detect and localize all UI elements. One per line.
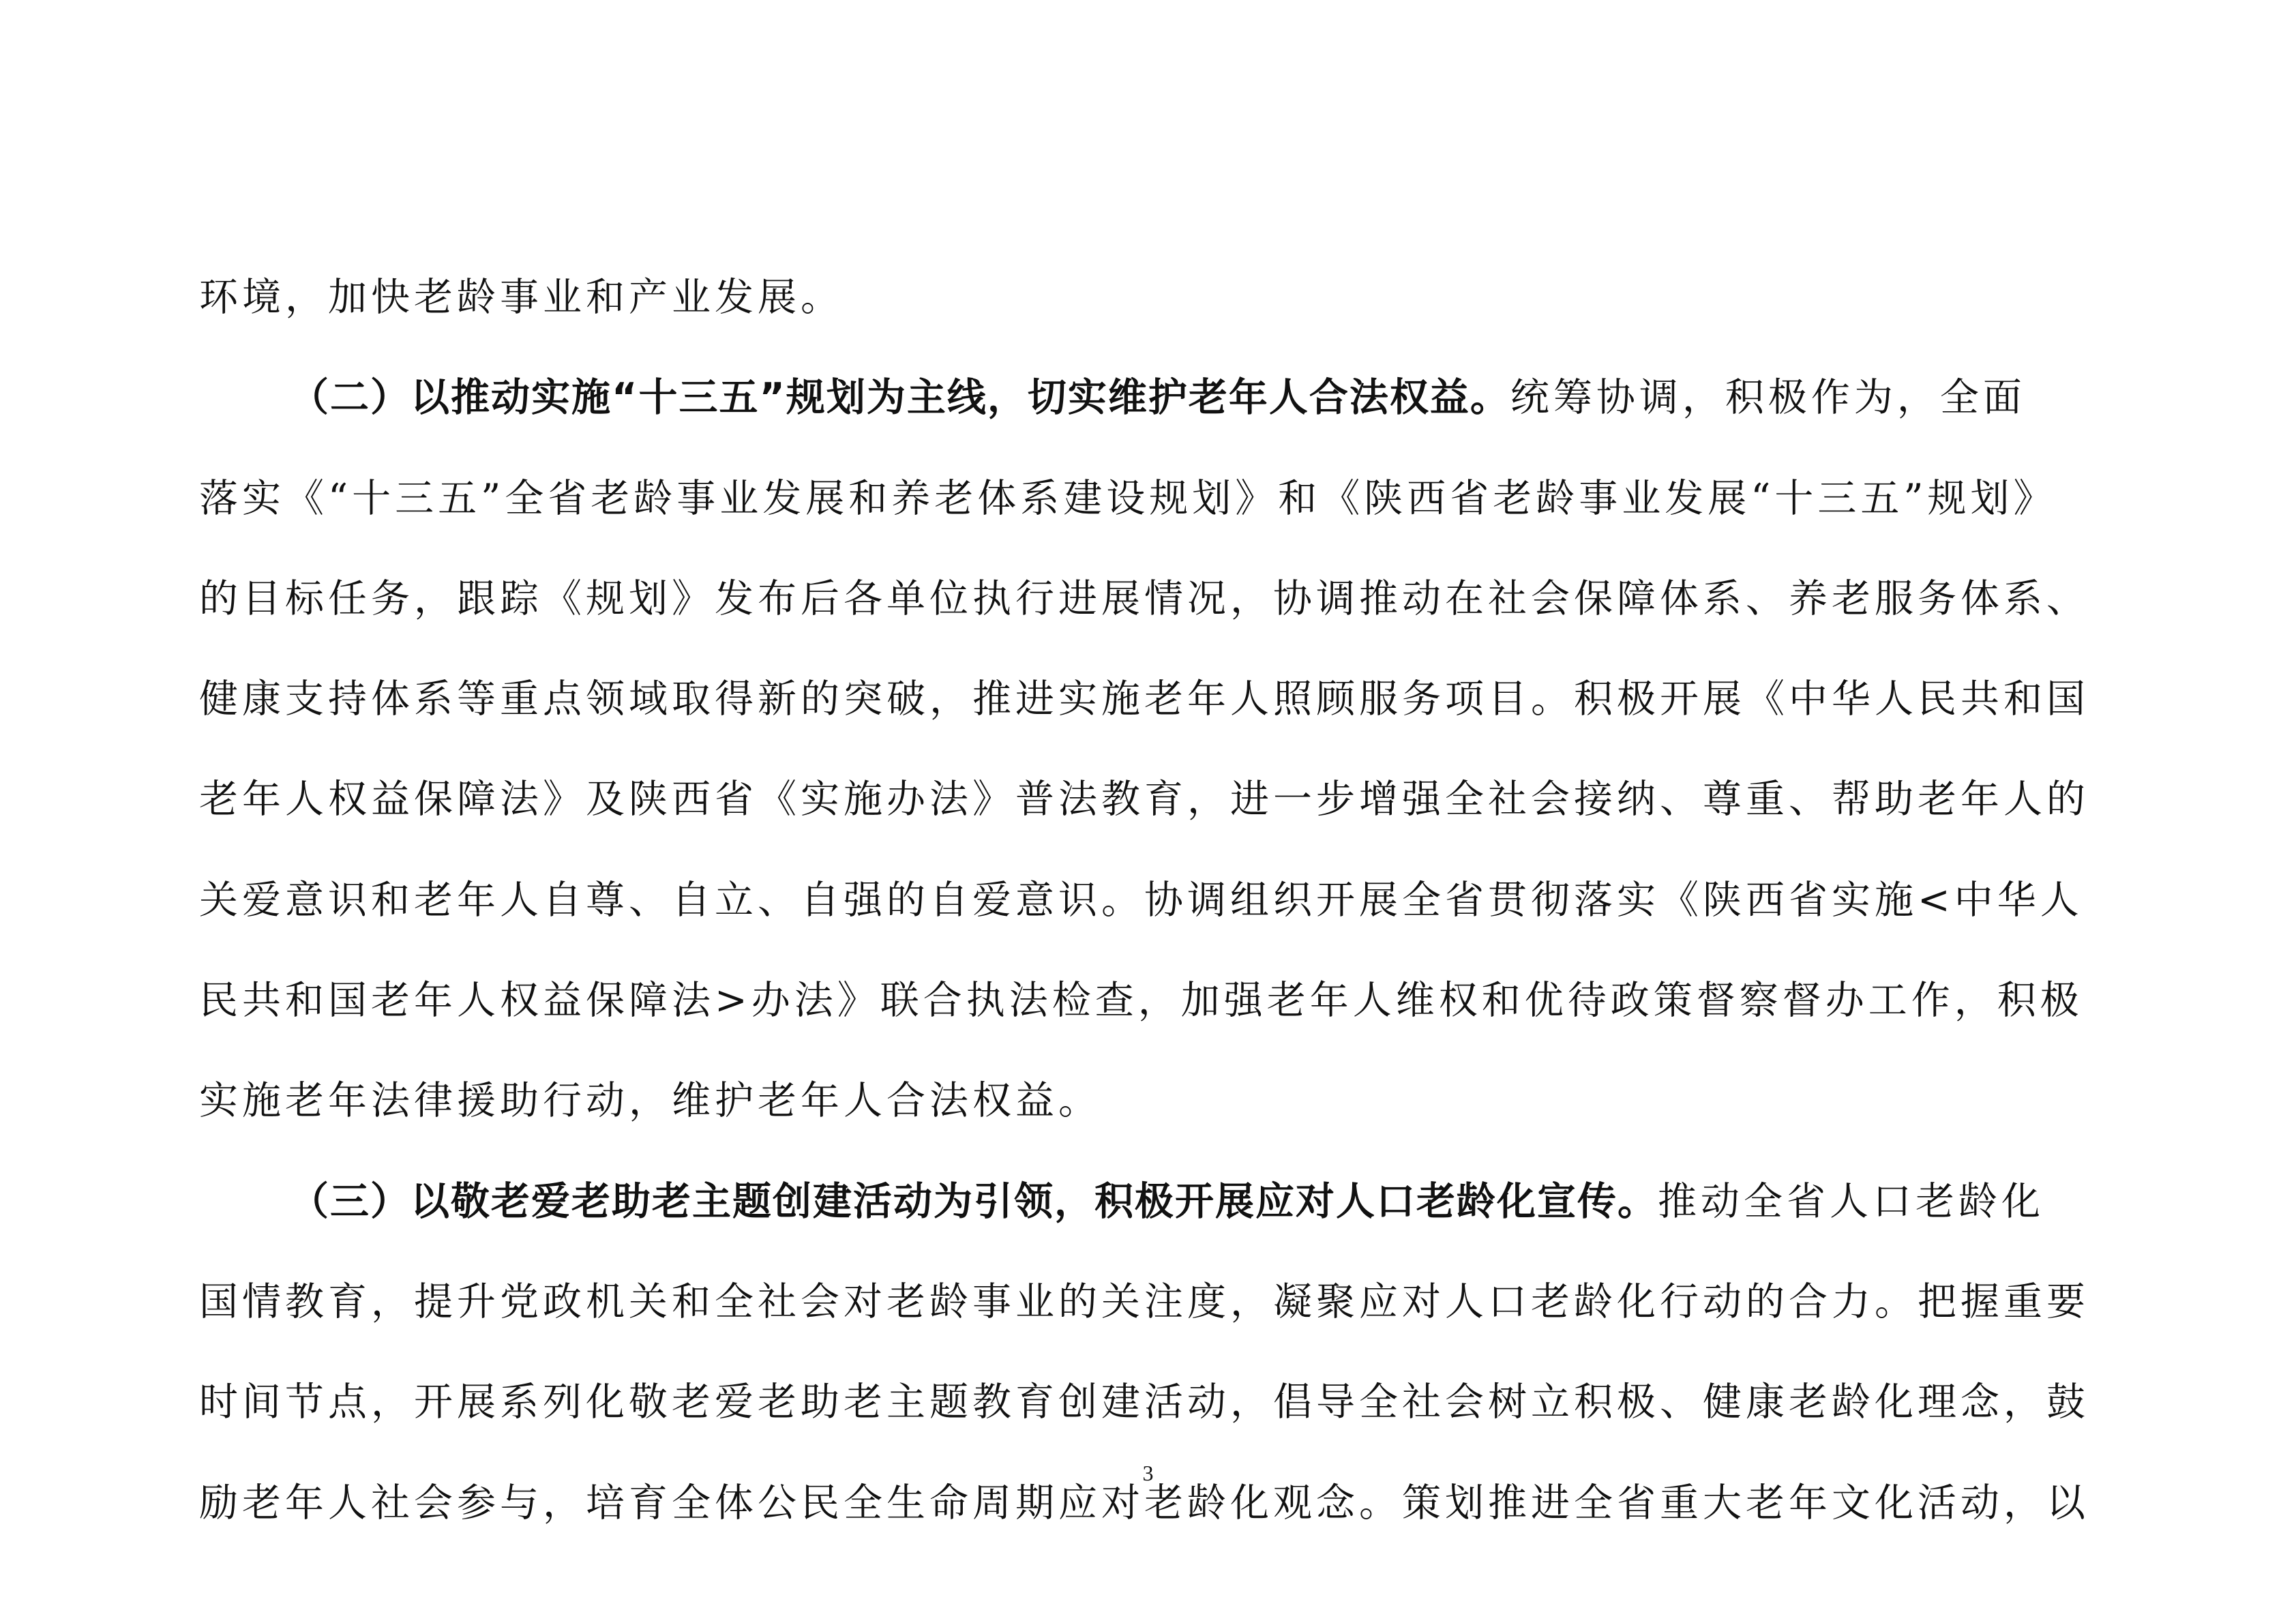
text-line: 民共和国老年人权益保障法>办法》联合执法检查，加强老年人维权和优待政策督察督办工作，积极 bbox=[199, 978, 2083, 1024]
text-line: 老年人权益保障法》及陕西省《实施办法》普法教育，进一步增强全社会接纳、尊重、帮助老年人的 bbox=[199, 777, 2089, 822]
text-line: 国情教育，提升党政机关和全社会对老龄事业的关注度，凝聚应对人口老龄化行动的合力。把握重要 bbox=[199, 1279, 2089, 1324]
text-line: 健康支持体系等重点领域取得新的突破，推进实施老年人照顾服务项目。积极开展《中华人民共和国 bbox=[199, 676, 2089, 722]
page-number: 3 bbox=[1142, 1461, 1154, 1485]
body-text bbox=[199, 248, 2108, 1553]
section-paragraph-start bbox=[199, 348, 2108, 448]
text-line: 励老年人社会参与，培育全体公民全生命周期应对老龄化观念。策划推进全省重大老年文化活动，以 bbox=[199, 1480, 2089, 1525]
text-line: 时间节点，开展系列化敬老爱老助老主题教育创建活动，倡导全社会树立积极、健康老龄化理念，鼓 bbox=[199, 1380, 2089, 1425]
section-heading: （二）以推动实施“十三五”规划为主线，切实维护老年人合法权益。 bbox=[290, 375, 1510, 421]
section-text: 推动全省人口老龄化 bbox=[1658, 1178, 2044, 1224]
section-text: 统筹协调，积极作为，全面 bbox=[1510, 375, 2026, 421]
section-heading: （三）以敬老爱老助老主题创建活动为引领，积极开展应对人口老龄化宣传。 bbox=[290, 1178, 1658, 1224]
text-line: 的目标任务，跟踪《规划》发布后各单位执行进展情况，协调推动在社会保障体系、养老服务体系、 bbox=[199, 576, 2089, 621]
text-line: 实施老年法律援助行动，维护老年人合法权益。 bbox=[199, 1078, 1101, 1124]
section-paragraph-start bbox=[199, 1152, 2108, 1252]
text-line: 环境，加快老龄事业和产业发展。 bbox=[199, 275, 844, 320]
text-line: 落实《“十三五”全省老龄事业发展和养老体系建设规划》和《陕西省老龄事业发展“十三五”规划》 bbox=[199, 475, 2057, 521]
text-line: 关爱意识和老年人自尊、自立、自强的自爱意识。协调组织开展全省贯彻落实《陕西省实施<中华人 bbox=[199, 877, 2083, 923]
